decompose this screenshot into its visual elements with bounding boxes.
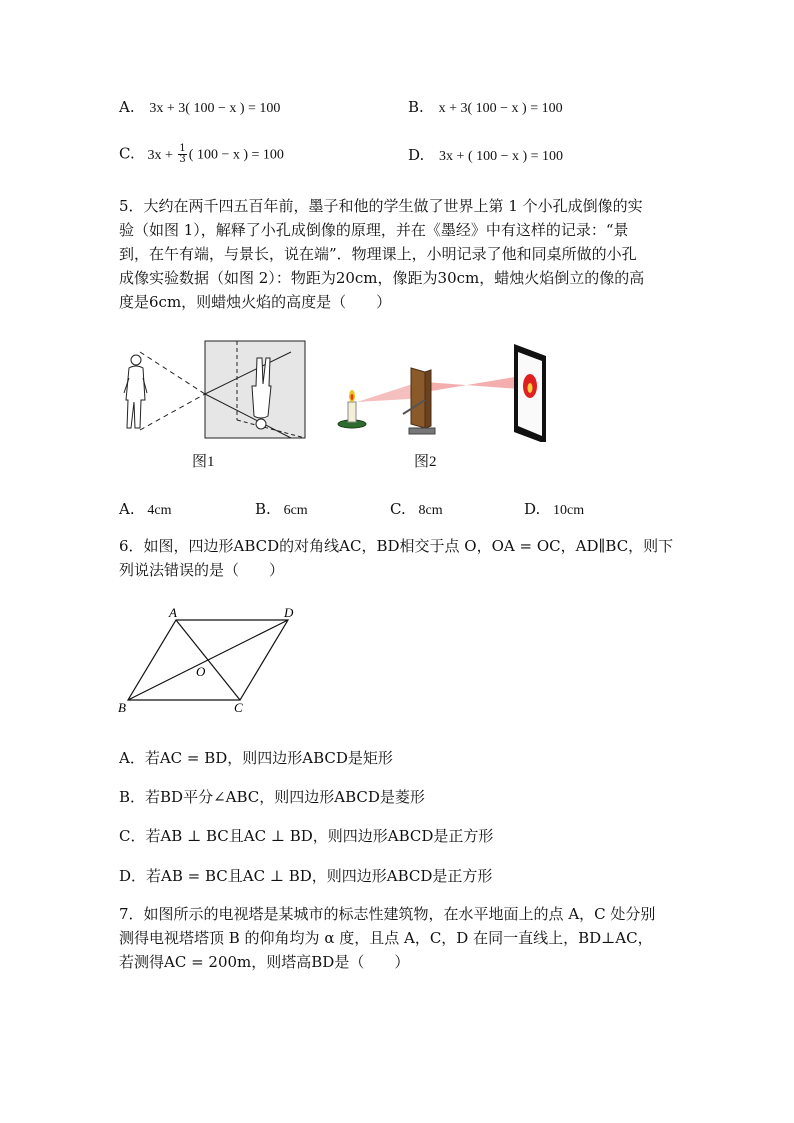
option-text: 8cm [418,503,443,518]
option-expression-pre: 3x + [147,147,177,163]
q5-option-d [524,500,584,519]
fraction-denominator: 3 [179,154,186,165]
q6-line-1: 6．如图，四边形ABCD的对角线AC，BD相交于点 O，OA = OC，AD∥BC，则下 [119,537,674,555]
option-letter: D. [524,500,541,518]
option-letter: C. [390,500,406,518]
candle-icon [338,390,366,428]
q7-line-2: 测得电视塔塔顶 B 的仰角均为 α 度，且点 A，C，D 在同一直线上，BD⊥AC， [119,929,653,947]
q6-option-a: A．若AC = BD，则四边形ABCD是矩形 [119,749,393,767]
option-letter: D. [408,146,425,164]
q5-line-2: 验（如图 1），解释了小孔成倒像的原理，并在《墨经》中有这样的记录：“景 [119,221,629,239]
vertex-label-c: C [234,700,243,715]
option-letter: B. [255,500,271,518]
q6-option-c: C．若AB ⊥ BC且AC ⊥ BD，则四边形ABCD是正方形 [119,827,494,845]
q6-option-b: B．若BD平分∠ABC，则四边形ABCD是菱形 [119,788,425,806]
option-expression: 3x + ( 100 − x ) = 100 [439,149,564,164]
figure-1-caption: 图1 [192,454,215,470]
screen-icon [514,344,546,442]
vertex-label-a: A [169,605,177,620]
option-text: 4cm [147,503,172,518]
q5-option-b [255,500,308,519]
figure-2-caption: 图2 [414,454,437,470]
q4-option-c [119,144,284,165]
q7-line-1: 7．如图所示的电视塔是某城市的标志性建筑物，在水平地面上的点 A，C 处分别 [119,905,656,923]
option-text: 10cm [553,503,585,518]
q4-option-d [408,146,563,165]
q5-line-3: 到，在午有端，与景长，说在端”．物理课上，小明记录了他和同桌所做的小孔 [119,245,637,263]
vertex-label-d: D [284,605,294,620]
option-expression-post: ( 100 − x ) = 100 [188,147,284,163]
option-letter: A. [119,500,135,518]
q7-line-3: 若测得AC = 200m，则塔高BD是（ ） [119,953,410,971]
q5-line-5: 度是6cm，则蜡烛火焰的高度是（ ） [119,293,392,311]
q5-option-a [119,500,172,519]
q6-option-d: D．若AB = BC且AC ⊥ BD，则四边形ABCD是正方形 [119,867,493,885]
option-expression: x + 3( 100 − x ) = 100 [438,101,563,116]
light-ray-dashed [140,352,205,394]
vertex-label-b: B [118,700,126,715]
standing-person-icon [124,355,147,428]
center-label-o: O [196,664,206,679]
figure-2-candle-experiment [333,340,553,442]
option-letter: A. [119,98,135,116]
light-ray-dashed [140,394,205,430]
q4-option-a [119,98,280,117]
option-text: 6cm [283,503,308,518]
option-expression: 3x + 3( 100 − x ) = 100 [149,101,281,116]
option-letter: B. [408,98,424,116]
option-letter: C. [119,144,135,163]
pinhole-board-icon [403,368,435,434]
figure-parallelogram-abcd [112,604,304,716]
q6-line-2: 列说法错误的是（ ） [119,561,285,579]
q5-line-4: 成像实验数据（如图 2）：物距为20cm，像距为30cm，蜡烛火焰倒立的像的高 [119,269,645,287]
figure-1-pinhole-diagram [115,338,310,442]
q4-option-b [408,98,563,117]
fraction-numerator: 1 [179,143,186,154]
q5-option-c [390,500,443,519]
q5-line-1: 5．大约在两千四五百年前，墨子和他的学生做了世界上第 1 个小孔成倒像的实 [119,197,643,215]
fraction [178,144,186,165]
